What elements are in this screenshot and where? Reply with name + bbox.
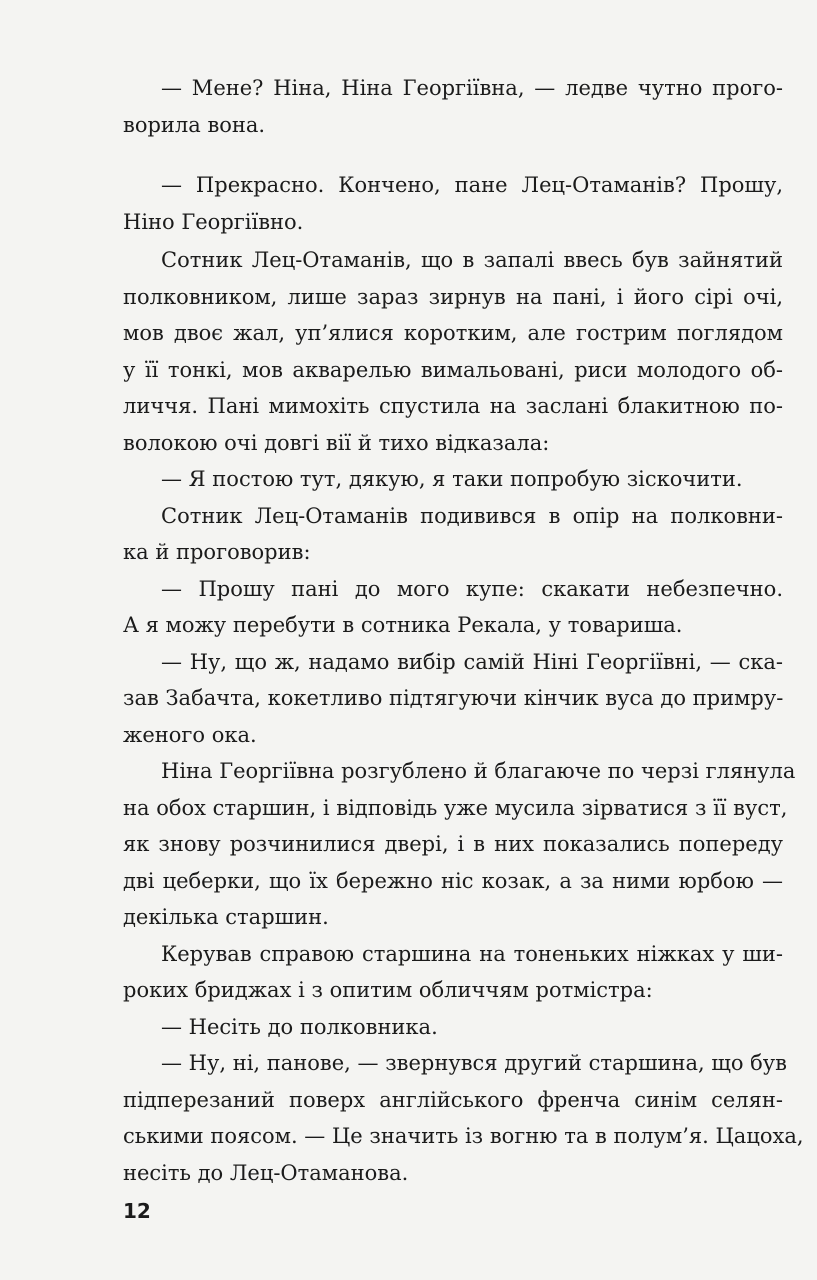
- text-line: підперезаний поверх англійського френча синім селян-: [123, 1088, 783, 1112]
- text-line: ворила вона.: [123, 113, 266, 137]
- text-line: дві цеберки, що їх бережно ніс козак, а за ними юрбою —: [123, 869, 783, 893]
- text-line: зав Забачта, кокетливо підтягуючи кінчик вуса до примру-: [123, 686, 784, 710]
- text-line: А я можу перебути в сотника Рекала, у товариша.: [123, 613, 683, 637]
- text-line: декілька старшин.: [123, 905, 329, 929]
- text-line: ка й проговорив:: [123, 540, 311, 564]
- text-line: личчя. Пані мимохіть спустила на заслані блакитною по-: [123, 394, 783, 418]
- text-line: волокою очі довгі вії й тихо відказала:: [123, 431, 550, 455]
- text-line: — Ну, що ж, надамо вибір самій Ніні Георгіївні, — ска-: [161, 650, 783, 674]
- text-line: ськими поясом. — Це значить із вогню та в полум’я. Цацоха,: [123, 1124, 804, 1148]
- page-number: 12: [123, 1199, 151, 1223]
- text-line: на обох старшин, і відповідь уже мусила зірватися з її вуст,: [123, 796, 788, 820]
- text-line: — Ну, ні, панове, — звернувся другий старшина, що був: [161, 1051, 787, 1075]
- text-line: несіть до Лец-Отаманова.: [123, 1161, 409, 1185]
- text-line: женого ока.: [123, 723, 257, 747]
- text-line: у її тонкі, мов акварелью вимальовані, риси молодого об-: [123, 358, 783, 382]
- text-line: роких бриджах і з опитим обличчям ротмістра:: [123, 978, 653, 1002]
- text-line: Керував справою старшина на тоненьких ніжках у ши-: [161, 942, 783, 966]
- text-line: — Прекрасно. Кончено, пане Лец-Отаманів? Прошу,: [161, 173, 783, 197]
- text-line: — Мене? Ніна, Ніна Георгіївна, — ледве чутно прого-: [161, 76, 783, 100]
- text-line: — Я постою тут, дякую, я таки попробую зіскочити.: [161, 467, 743, 491]
- text-line: як знову розчинилися двері, і в них показались попереду: [123, 832, 783, 856]
- text-line: Сотник Лец-Отаманів подивився в опір на полковни-: [161, 504, 783, 528]
- text-line: мов двоє жал, уп’ялися коротким, але гострим поглядом: [123, 321, 783, 345]
- text-line: Ніна Георгіївна розгублено й благаюче по черзі глянула: [161, 759, 796, 783]
- text-line: — Несіть до полковника.: [161, 1015, 438, 1039]
- text-line: — Прошу пані до мого купе: скакати небезпечно.: [161, 577, 783, 601]
- text-line: Ніно Георгіївно.: [123, 210, 304, 234]
- text-line: Сотник Лец-Отаманів, що в запалі ввесь був зайнятий: [161, 248, 783, 272]
- text-line: полковником, лише зараз зирнув на пані, і його сірі очі,: [123, 285, 783, 309]
